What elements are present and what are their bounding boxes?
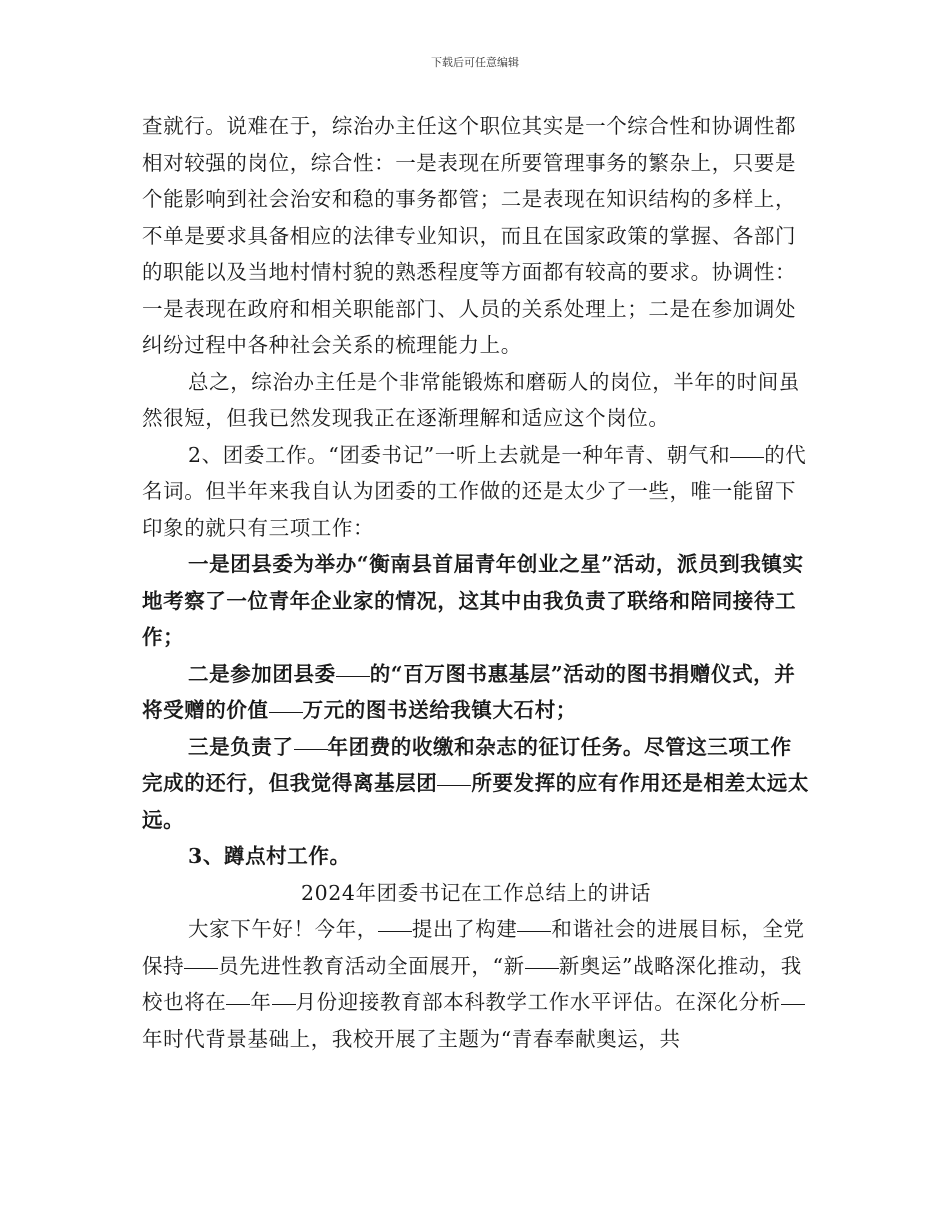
document-body	[142, 108, 810, 1057]
page-header: 下载后可任意编辑	[431, 56, 519, 69]
fill-blank	[226, 1003, 250, 1005]
paragraph-item-three	[142, 729, 810, 839]
fill-blank	[269, 711, 303, 713]
paragraph-item-one: 一是团县委为举办“衡南县首届青年创业之星”活动，派员到我镇实地考察了一位青年企业家的情况，这其中由我负责了联络和陪同接待工作；	[142, 552, 804, 649]
text-segment: 万元的图书送给我镇大石村；	[302, 698, 577, 722]
text-segment: 的代名词。但半年来我自认为团委的工作做的还是太少了一些，唯一能留下印象的就只有三项工作：	[142, 442, 807, 540]
text-segment: 三是负责了	[188, 734, 294, 759]
paragraph-summary: 总之，综治办主任是个非常能锻炼和磨砺人的岗位，半年的时间虽然很短，但我已然发现我正在逐渐理解和适应这个岗位。	[142, 369, 800, 430]
paragraph-youth-league-work	[142, 437, 810, 547]
fill-blank	[378, 930, 412, 932]
fill-blank	[294, 748, 328, 750]
text-segment: 和谐社会的进展目标，全党保持	[142, 917, 805, 978]
fill-blank	[437, 784, 471, 786]
fill-blank	[184, 967, 218, 969]
text-segment: 年团费的收缴和杂志的征订任务。尽管这三项工作完成的还行，但我觉得离基层团	[142, 734, 792, 795]
text-segment: 年时代背景基础上，我校开展了主题为“青春奉献奥运，共	[142, 1026, 681, 1051]
paragraph-village-work: 3、蹲点村工作。	[188, 844, 351, 868]
text-segment: 月份迎接教育部本科教学工作水平评估。在深化分析	[295, 990, 781, 1014]
fill-blank	[781, 1003, 805, 1005]
paragraph-comprehensive-office: 查就行。说难在于，综治办主任这个职位其实是一个综合性和协调性都相对较强的岗位，综合性：一是表现在所要管理事务的繁杂上，只要是个能影响到社会治安和稳的事务都管；二是表现在知识结构的多样上，不单是要求具备相应的法律专业知识，而且在国家政策的掌握、各部门的职能以及当地村情村貌的熟悉程度等方面都有较高的要求。协调性：一是表现在政府和相关职能部门、人员的关系处理上；二是在参加调处纠纷过程中各种社会关系的梳理能力上。	[142, 114, 797, 357]
section-title: 2024年团委书记在工作总结上的讲话	[301, 880, 651, 905]
fill-blank	[272, 1003, 296, 1005]
text-segment: 的“百万图书惠基层”活动的图书捐赠仪式，并将受赠的价值	[142, 661, 796, 722]
paragraph-speech-opening	[142, 911, 810, 1057]
fill-blank	[730, 456, 764, 458]
fill-blank	[336, 675, 370, 677]
text-segment: 大家下午好！今年，	[188, 917, 378, 941]
text-segment: 新奥运”战略深化推动，我校也将在	[142, 953, 802, 1014]
text-segment: 二是参加团县委	[188, 661, 336, 686]
text-segment: 员先进性教育活动全面展开，“新	[218, 953, 525, 978]
text-segment: 提出了构建	[411, 917, 518, 941]
text-segment: 所要发挥的应有作用还是相差太远太远。	[142, 771, 810, 832]
text-segment: 2、团委工作。“团委书记”一听上去就是一种年青、朝气和	[188, 442, 731, 467]
fill-blank	[517, 930, 551, 932]
fill-blank	[525, 967, 559, 969]
paragraph-item-two	[142, 656, 810, 729]
text-segment: 年	[250, 990, 272, 1014]
